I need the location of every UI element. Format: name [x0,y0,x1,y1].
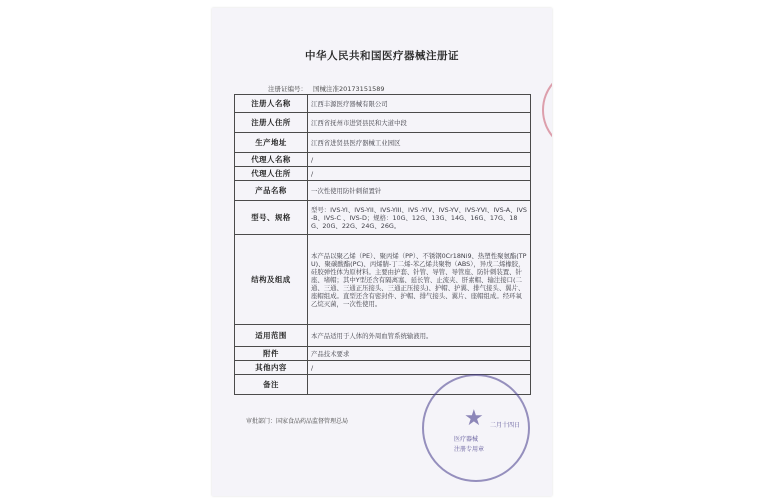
table-row [235,361,531,375]
row-value: 江西省进贤县医疗器械工业园区 [308,133,531,153]
table-row [235,167,531,181]
row-label: 型号、规格 [235,201,308,235]
approval-department: 审批部门：国家食品药品监督管理总局 [246,418,349,425]
table-row [235,375,531,395]
row-label: 注册人住所 [235,113,308,133]
row-value: 产品技术要求 [308,347,531,361]
table-row [235,113,531,133]
star-icon: ★ [464,406,484,431]
document-title: 中华人民共和国医疗器械注册证 [305,50,459,62]
row-value: 本产品适用于人体的外周血管系统输液用。 [308,325,531,347]
row-value: / [308,167,531,181]
row-label: 其他内容 [235,361,308,375]
table-row [235,201,531,235]
registration-number-value: 国械注准20173151589 [313,85,385,93]
row-label: 生产地址 [235,133,308,153]
table-row [235,181,531,201]
row-label: 结构及组成 [235,235,308,325]
table-row [235,133,531,153]
seal-stamp-top [542,68,552,152]
table-row [235,235,531,325]
row-label: 产品名称 [235,181,308,201]
registration-number-label: 注册证编号： [268,85,307,93]
row-value: 一次性使用防针刺留置针 [308,181,531,201]
row-value [308,375,531,395]
table-row [235,95,531,113]
row-label: 代理人住所 [235,167,308,181]
row-label: 适用范围 [235,325,308,347]
certificate-page [212,8,552,496]
table-row [235,347,531,361]
registration-number [268,84,385,93]
stamp-date: 二月十四日 [490,422,521,429]
row-label: 注册人名称 [235,95,308,113]
table-row [235,153,531,167]
row-label: 备注 [235,375,308,395]
row-value: 江西省抚州市进贤县民和大道中段 [308,113,531,133]
row-label: 附件 [235,347,308,361]
row-value: 江西丰源医疗器械有限公司 [308,95,531,113]
stamp-text-top: 医疗器械 [454,436,479,443]
row-value: / [308,153,531,167]
row-value: 型号：IVS-YI、IVS-YII、IVS-YIII、IVS -YIV、IVS-YV、IVS-YVI、IVS-A、IVS-B、IVS-C 、IVS-D；规格：10G、12G、13G、14G、16G、17G、18G、20G、22G、24G、26G。 [308,201,531,235]
row-label: 代理人名称 [235,153,308,167]
stamp-text-bottom: 注册专用章 [454,446,485,453]
certificate-table [234,94,531,395]
table-row [235,325,531,347]
row-value: 本产品以聚乙烯（PE）、聚丙烯（PP）、不锈钢0Cr18Ni9、热塑性聚氨酯(TPU)、聚碳酸酯(PC)、丙烯腈-丁二烯-苯乙烯共聚物（ABS），异戊二烯橡胶，硅胶弹性体为原材料。主要由护套、针管、导管、导管座、防针刺装置、针座、堵帽；其中Y型还含有隔离塞、延长管、止流夹、肝素帽、输注接口(二通、三通、三通正压接头、三通正压接头)、护帽、护翼、排气接头、翼片、座帽组成。直型还含有密封件、护帽、排气接头、翼片、座帽组成。经环氧乙烷灭菌，一次性使用。 [308,235,531,325]
row-value: / [308,361,531,375]
